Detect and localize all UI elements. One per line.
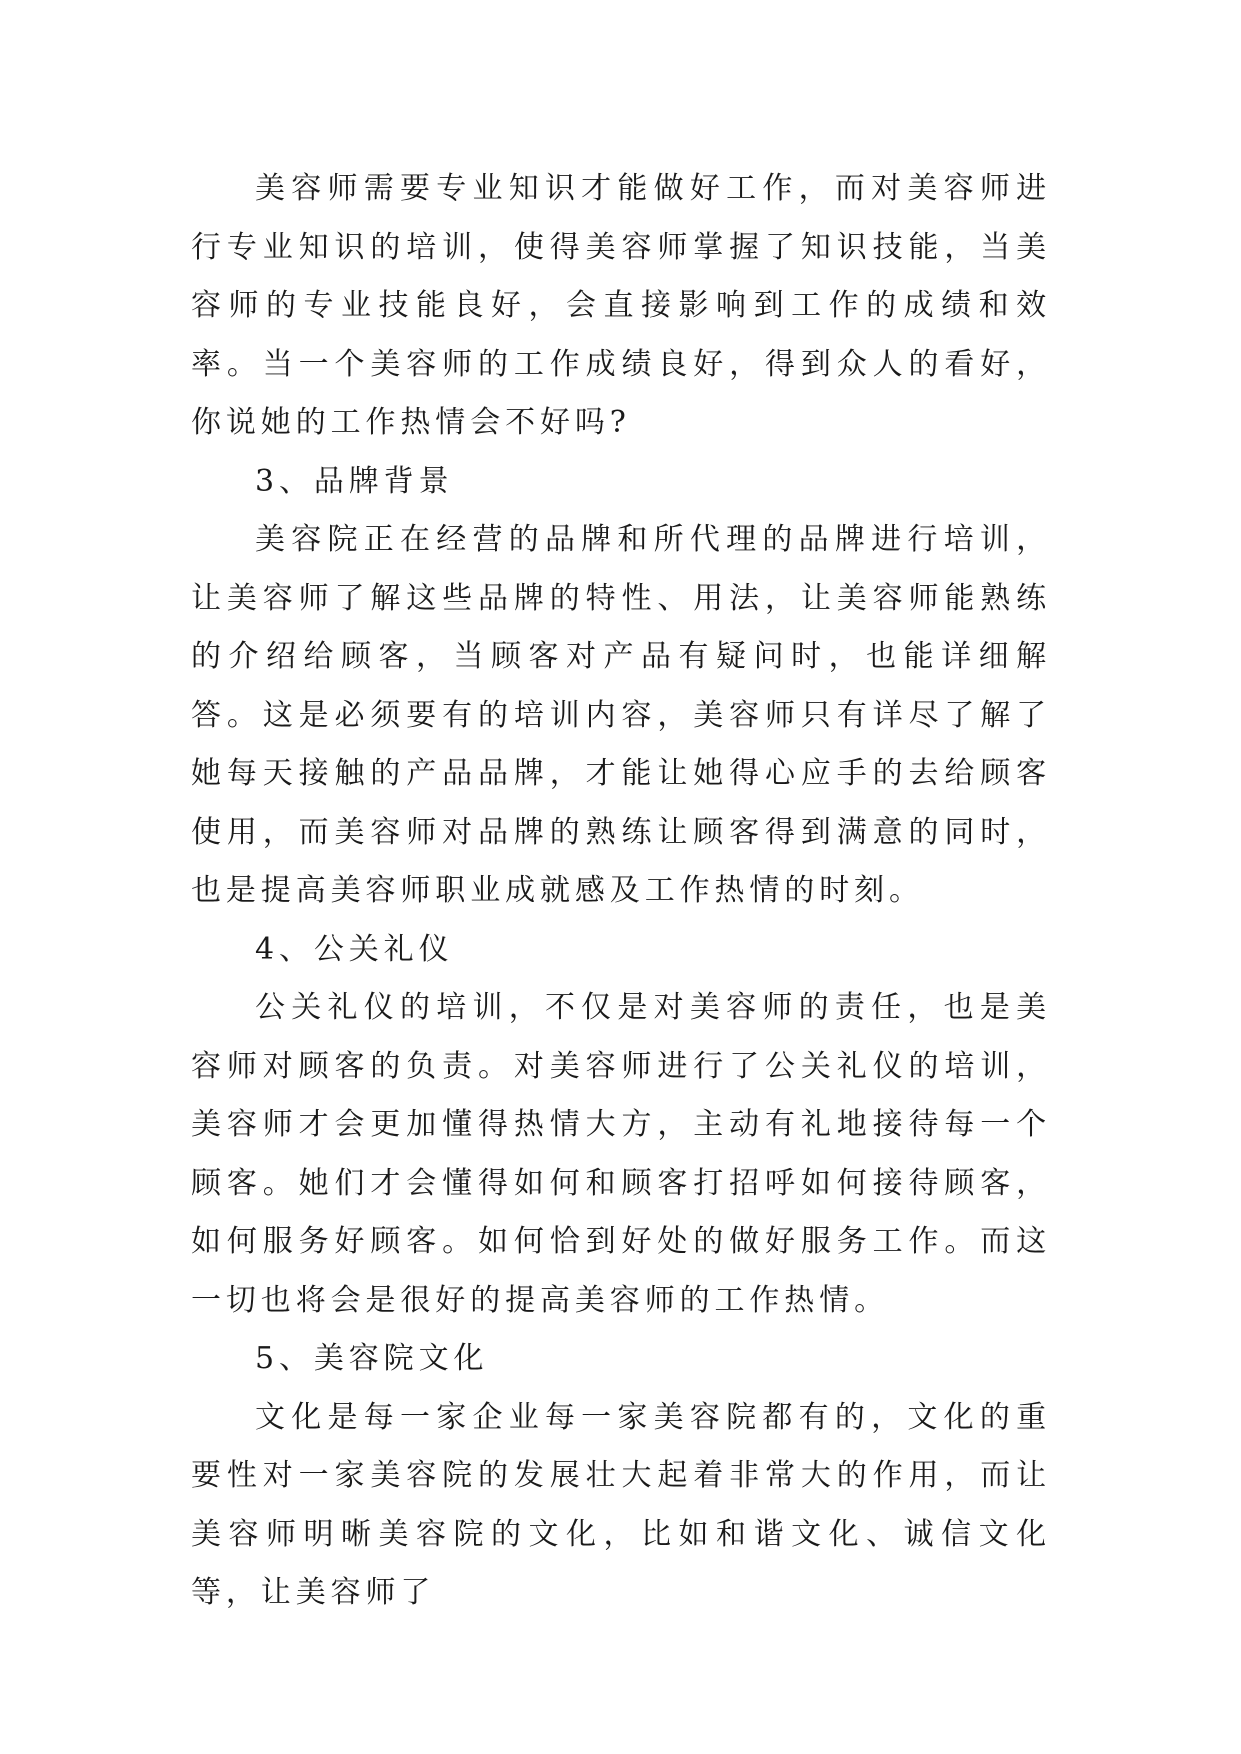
paragraph-brand-background: 美容院正在经营的品牌和所代理的品牌进行培训，让美容师了解这些品牌的特性、用法，让美容师能熟练的介绍给顾客，当顾客对产品有疑问时，也能详细解答。这是必须要有的培训内容，美容师只有详尽了解了她每天接触的产品品牌，才能让她得心应手的去给顾客使用，而美容师对品牌的熟练让顾客得到满意的同时，也是提高美容师职业成就感及工作热情的时刻。 — [191, 522, 1051, 908]
paragraph-salon-culture: 文化是每一家企业每一家美容院都有的，文化的重要性对一家美容院的发展壮大起着非常大的作用，而让美容师明晰美容院的文化，比如和谐文化、诚信文化等，让美容师了 — [191, 1399, 1051, 1610]
section-heading-public-relations-etiquette: 4、公关礼仪 — [255, 931, 454, 967]
section-heading-brand-background: 3、品牌背景 — [255, 463, 454, 499]
paragraph-public-relations-etiquette: 公关礼仪的培训，不仅是对美容师的责任，也是美容师对顾客的负责。对美容师进行了公关礼仪的培训，美容师才会更加懂得热情大方，主动有礼地接待每一个顾客。她们才会懂得如何和顾客打招呼如何接待顾客，如何服务好顾客。如何恰到好处的做好服务工作。而这一切也将会是很好的提高美容师的工作热情。 — [191, 990, 1051, 1318]
paragraph-professional-knowledge: 美容师需要专业知识才能做好工作，而对美容师进行专业知识的培训，使得美容师掌握了知识技能，当美容师的专业技能良好，会直接影响到工作的成绩和效率。当一个美容师的工作成绩良好，得到众人的看好，你说她的工作热情会不好吗? — [191, 171, 1051, 440]
document-body — [191, 160, 1051, 1623]
section-heading-salon-culture: 5、美容院文化 — [255, 1341, 489, 1376]
